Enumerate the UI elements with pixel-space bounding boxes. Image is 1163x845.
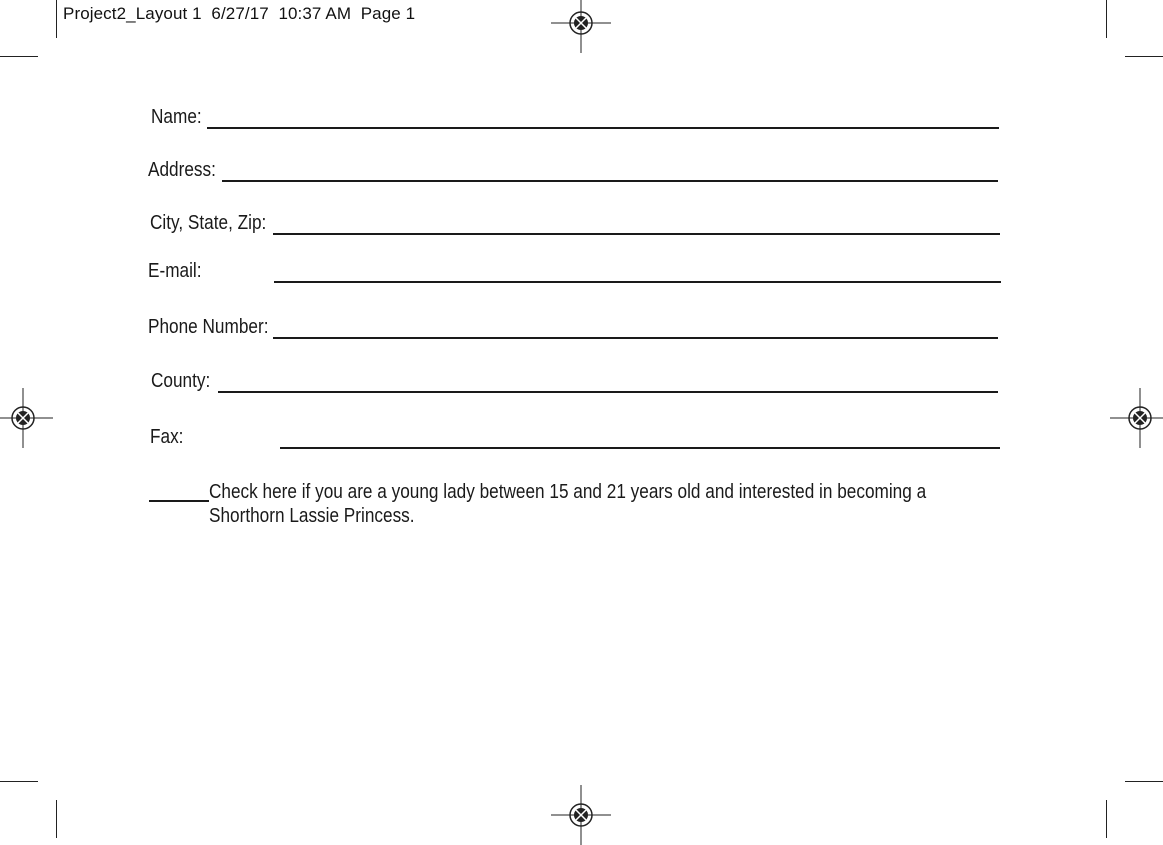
crop-mark-bottom-right-vertical (1106, 800, 1107, 838)
address-label: Address: (148, 159, 216, 181)
phone-number-field[interactable] (273, 337, 998, 339)
princess-checkbox-blank[interactable] (149, 500, 209, 502)
county-field[interactable] (218, 391, 998, 393)
registration-mark-top-icon (551, 0, 611, 53)
name-field[interactable] (207, 127, 999, 129)
crop-mark-top-right-horizontal (1125, 56, 1163, 57)
crop-mark-top-right-vertical (1106, 0, 1107, 38)
name-label: Name: (151, 106, 202, 128)
address-field[interactable] (222, 180, 998, 182)
county-label: County: (151, 370, 211, 392)
registration-mark-right-icon (1110, 388, 1163, 448)
crop-mark-bottom-left-vertical (56, 800, 57, 838)
email-label: E-mail: (148, 260, 202, 282)
fax-field[interactable] (280, 447, 1000, 449)
city-state-zip-label: City, State, Zip: (150, 212, 267, 234)
printer-slug: Project2_Layout 1 6/27/17 10:37 AM Page 1 (63, 4, 416, 23)
city-state-zip-field[interactable] (273, 233, 1000, 235)
princess-checkbox-text: Check here if you are a young lady between 15 and 21 years old and interested in becoming a Shorthorn Lassie Princess. (209, 481, 927, 527)
phone-number-label: Phone Number: (148, 316, 269, 338)
fax-label: Fax: (150, 426, 184, 448)
crop-mark-bottom-right-horizontal (1125, 781, 1163, 782)
email-field[interactable] (274, 281, 1001, 283)
registration-mark-bottom-icon (551, 785, 611, 845)
registration-mark-left-icon (0, 388, 53, 448)
crop-mark-top-left-vertical (56, 0, 57, 38)
crop-mark-bottom-left-horizontal (0, 781, 38, 782)
crop-mark-top-left-horizontal (0, 56, 38, 57)
